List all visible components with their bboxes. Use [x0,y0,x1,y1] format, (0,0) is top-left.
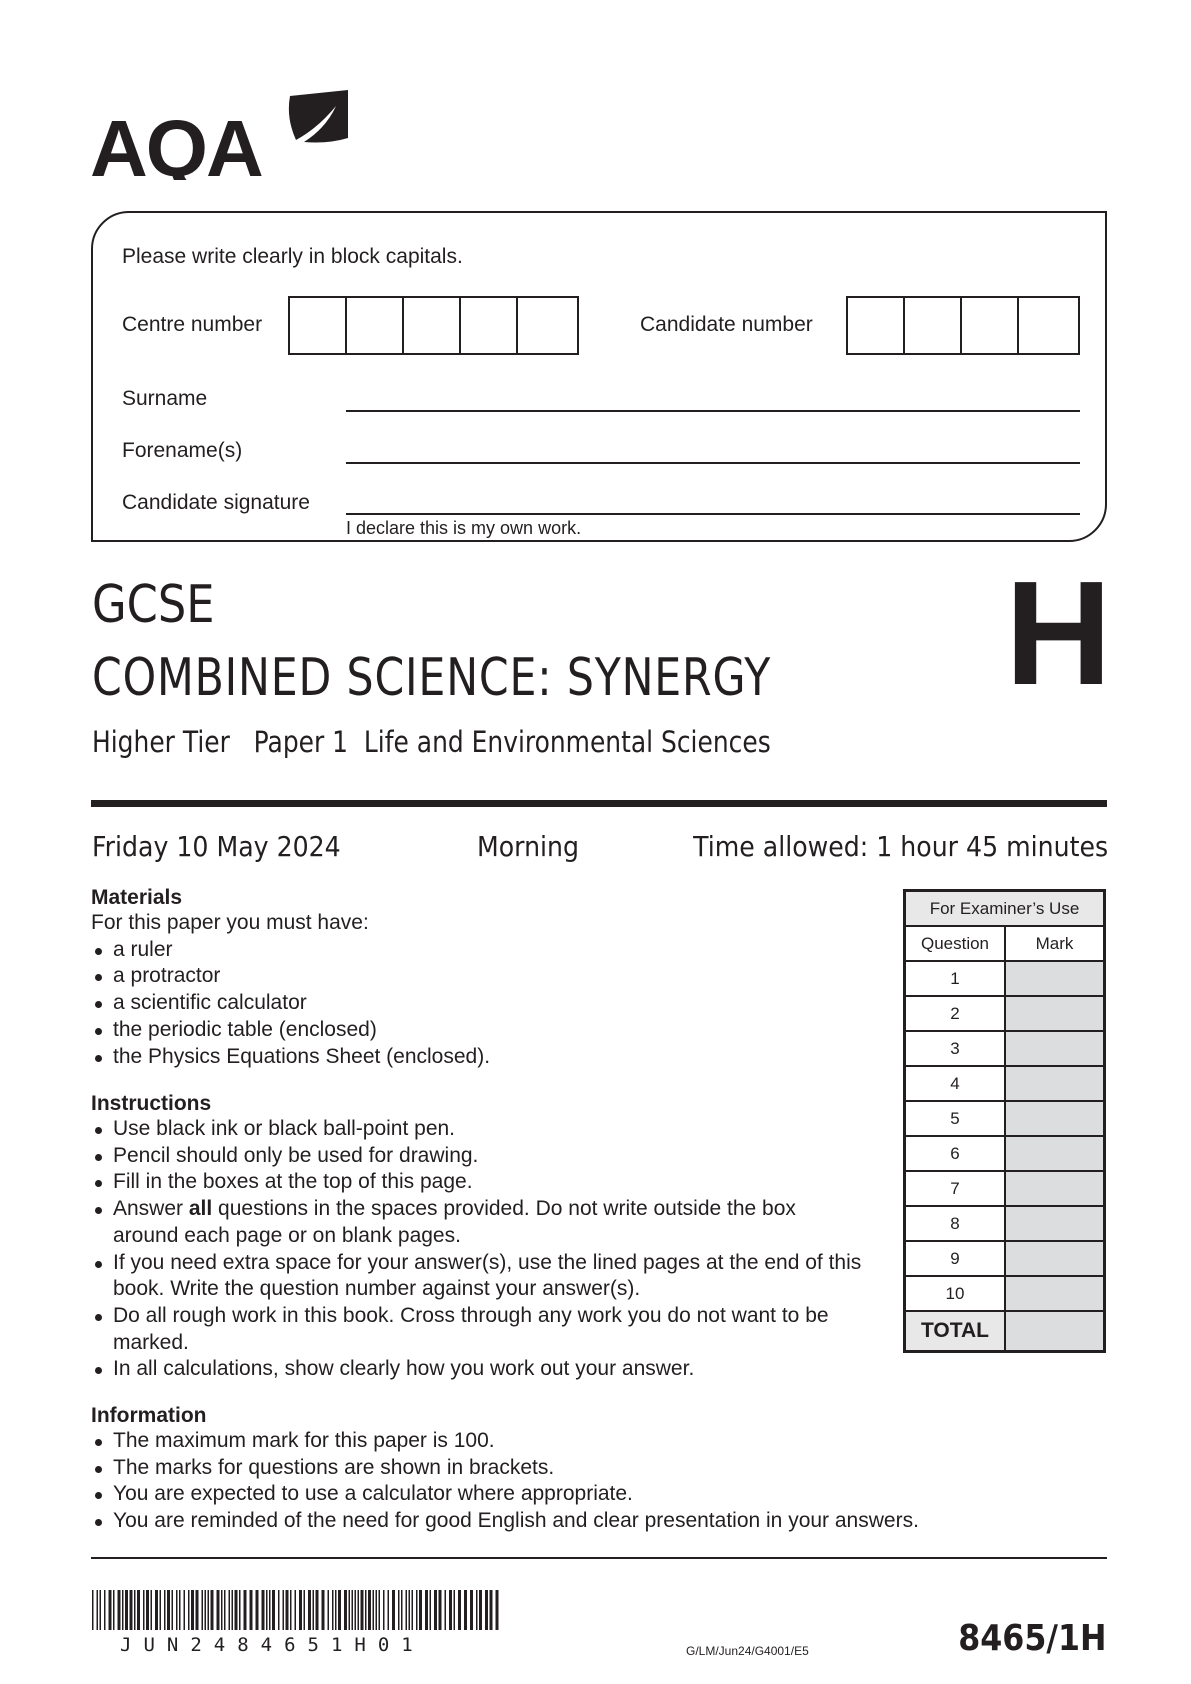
information-section [91,1404,1091,1535]
examiners-use-table [903,889,1106,1353]
barcode-number: JUN2484651H01 [120,1634,425,1656]
question-number: 3 [905,1031,1006,1066]
table-row [905,961,1105,996]
exam-date: Friday 10 May 2024 [92,830,341,863]
list-item: The marks for questions are shown in brackets. [91,1455,1091,1482]
title-divider [91,800,1107,807]
answer-all-suffix: questions in the spaces provided. Do not write outside the box [212,1197,796,1221]
list-item: If you need extra space for your answer(s), use the lined pages at the end of this book. Write the question number against your answer(s). [91,1250,881,1303]
centre-number-digit[interactable] [347,298,404,353]
question-number: 6 [905,1136,1006,1171]
mark-cell[interactable] [1005,1066,1105,1101]
candidate-number-label: Candidate number [640,313,813,336]
information-title: Information [91,1404,207,1427]
own-work-declaration: I declare this is my own work. [346,518,582,538]
list-item: Do all rough work in this book. Cross through any work you do not want to be marked. [91,1303,881,1356]
centre-number-digit[interactable] [461,298,518,353]
paper-code: 8465/1H [958,1618,1107,1659]
block-capitals-instruction: Please write clearly in block capitals. [122,245,463,268]
mark-cell[interactable] [1005,961,1105,996]
answer-all-emphasis: all [188,1197,213,1221]
table-row [905,1136,1105,1171]
centre-number-boxes[interactable] [288,296,579,355]
qualification-title: GCSE [92,575,215,635]
list-item: Fill in the boxes at the top of this page. [91,1169,881,1196]
answer-all-prefix: Answer [113,1197,189,1221]
list-item: Pencil should only be used for drawing. [91,1143,881,1170]
signature-line[interactable] [346,513,1080,515]
mark-cell[interactable] [1005,1101,1105,1136]
table-row [905,1241,1105,1276]
table-row [905,1206,1105,1241]
forenames-line[interactable] [346,462,1080,464]
materials-section [91,886,891,1070]
mark-cell[interactable] [1005,1241,1105,1276]
question-number: 7 [905,1171,1006,1206]
centre-number-label: Centre number [122,313,263,336]
question-number: 5 [905,1101,1006,1136]
candidate-number-digit[interactable] [962,298,1019,353]
materials-intro: For this paper you must have: [91,911,369,934]
mark-cell[interactable] [1005,1171,1105,1206]
document-reference: G/LM/Jun24/G4001/E5 [686,1644,809,1658]
instructions-section [91,1092,881,1383]
centre-number-digit[interactable] [290,298,347,353]
materials-list [91,937,891,1071]
table-row [905,1031,1105,1066]
list-item: The maximum mark for this paper is 100. [91,1428,1091,1455]
question-number: 9 [905,1241,1006,1276]
list-item: You are expected to use a calculator where appropriate. [91,1481,1091,1508]
centre-number-digit[interactable] [404,298,461,353]
information-list [91,1428,1091,1535]
signature-label: Candidate signature [122,491,310,514]
total-label: TOTAL [905,1311,1006,1352]
candidate-details-box [91,211,1107,542]
mark-column-header: Mark [1005,926,1105,961]
aqa-logo-mark [90,88,350,180]
exam-session: Morning [477,830,580,863]
mark-cell[interactable] [1005,1206,1105,1241]
list-item: Use black ink or black ball-point pen. [91,1116,881,1143]
list-item: the Physics Equations Sheet (enclosed). [91,1044,891,1071]
candidate-number-digit[interactable] [905,298,962,353]
table-row [905,996,1105,1031]
time-allowed: Time allowed: 1 hour 45 minutes [692,830,1108,863]
table-row [905,1171,1105,1206]
total-mark-cell[interactable] [1005,1311,1105,1352]
surname-line[interactable] [346,410,1080,412]
tier-and-paper: Higher Tier Paper 1 Life and Environmental Sciences [92,725,771,759]
list-item: In all calculations, show clearly how you work out your answer. [91,1356,881,1383]
answer-all-continuation: around each page or on blank pages. [113,1223,461,1247]
list-item [91,1196,881,1249]
materials-title: Materials [91,886,183,909]
surname-label: Surname [122,387,208,410]
svg-text:AQA: AQA [90,104,262,180]
table-row [905,1066,1105,1101]
tier-letter: H [1005,551,1112,716]
aqa-logo [90,88,350,180]
candidate-number-digit[interactable] [1019,298,1076,353]
list-item: a protractor [91,963,891,990]
footer-divider [91,1557,1107,1559]
question-column-header: Question [905,926,1006,961]
question-number: 2 [905,996,1006,1031]
mark-cell[interactable] [1005,1276,1105,1311]
list-item: You are reminded of the need for good English and clear presentation in your answers. [91,1508,1091,1535]
mark-cell[interactable] [1005,1136,1105,1171]
candidate-number-digit[interactable] [848,298,905,353]
mark-cell[interactable] [1005,996,1105,1031]
centre-number-digit[interactable] [518,298,575,353]
barcode-icon [92,1590,502,1630]
candidate-number-boxes[interactable] [846,296,1080,355]
question-number: 10 [905,1276,1006,1311]
mark-cell[interactable] [1005,1031,1105,1066]
instructions-title: Instructions [91,1092,212,1115]
examiners-use-header: For Examiner’s Use [905,891,1105,927]
table-row [905,1101,1105,1136]
table-row [905,1276,1105,1311]
instructions-list [91,1116,881,1383]
question-number: 4 [905,1066,1006,1101]
question-number: 8 [905,1206,1006,1241]
list-item: a scientific calculator [91,990,891,1017]
forenames-label: Forename(s) [122,439,243,462]
question-number: 1 [905,961,1006,996]
subject-title: COMBINED SCIENCE: SYNERGY [92,648,772,708]
barcode [92,1590,502,1630]
list-item: a ruler [91,937,891,964]
total-row [905,1311,1105,1352]
list-item: the periodic table (enclosed) [91,1017,891,1044]
